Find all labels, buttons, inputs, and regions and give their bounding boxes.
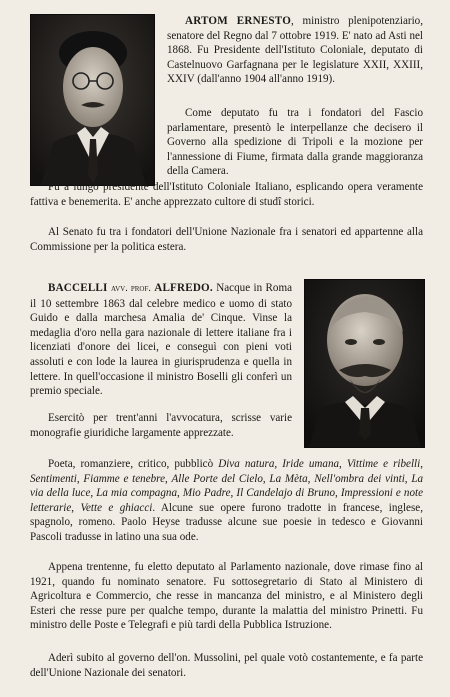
work-title: Iride umana [282,458,340,470]
work-title: Impressioni e note letterarie [30,487,424,514]
artom-paragraph-1-text: , ministro plenipotenziario, senatore del Regno dal 7 ottobre 1919. E' nato ad Asti nel 1868. Fu Presidente dell'Istituto Coloniale, deputato di Castelnuovo Garfagnana per le legislature XXII, XXIII, XXIV (dall'anno 1904 all'anno 1919). [167,15,423,86]
artom-paragraph-2-text: Come deputato fu tra i fondatori del Fascio parlamentare, presentò le interpellanze che decisero il Governo alla spedizione di Tripoli e la mozione per l'annessione di Fiume, firmata dalla grande maggioranza della Camera. [167,107,423,178]
baccelli-paragraph-5 [30,651,423,680]
artom-name: ARTOM ERNESTO [185,15,292,27]
baccelli-paragraph-5-text: Aderì subito al governo dell'on. Mussolini, pel quale votò costantemente, e fa parte dell'Unione Nazionale dei senatori. [30,652,423,679]
artom-paragraph-4 [30,225,423,254]
portrait-baccelli [304,279,425,448]
work-title: Mio Padre [182,487,231,500]
work-title: La Mèta [269,472,308,485]
baccelli-paragraph-2-text: Esercitò per trent'anni l'avvocatura, scrisse varie monografie giuridiche largamente apprezzate. [30,412,292,439]
baccelli-paragraph-3 [30,457,423,545]
work-title: Il Candelajo di Bruno [236,487,335,500]
baccelli-paragraph-4 [30,560,423,633]
artom-paragraph-1 [167,14,423,87]
baccelli-paragraph-3-intro: Poeta, romanziere, critico, pubblicò [48,458,219,470]
work-title: Diva natura [218,458,275,470]
baccelli-paragraph-4-text: Appena trentenne, fu eletto deputato al Parlamento nazionale, dove rimase fino al 1921, quando fu nominato senatore. Fu sottosegretario di Stato al Ministero di Agricoltura e Commercio, che resse in mancanza del ministro, e al Ministero degli Esteri che resse pure per qualche tempo, durante la malattia del ministro Prinetti. Fu ministro delle Poste e Telegrafi e più tardi della Pubblica Istruzione. [30,561,423,632]
artom-paragraph-2 [167,106,423,179]
baccelli-paragraph-2 [30,411,292,440]
baccelli-paragraph-1 [30,281,292,399]
work-title: Nell'ombra dei vinti [314,472,405,485]
portrait-artom [30,14,155,186]
artom-paragraph-3 [30,180,423,209]
baccelli-firstname: ALFREDO. [154,282,213,294]
work-title: La via della luce [30,472,424,500]
work-title: Sentimenti [30,472,77,485]
artom-paragraph-4-text: Al Senato fu tra i fondatori dell'Unione Nazionale fra i senatori ed appartenne alla Commissione per la politica estera. [30,226,423,253]
baccelli-surname: BACCELLI [48,282,108,294]
baccelli-title: avv. prof. [110,283,151,294]
work-title: Alle Porte del Cielo [171,472,263,485]
artom-paragraph-3-text: Fu a lungo presidente dell'Istituto Coloniale Italiano, esplicando opera veramente fattiva e benemerita. E' anche apprezzato cultore di studî storici. [30,181,423,208]
work-title: Vette e ghiacci [80,501,153,514]
baccelli-paragraph-1-text: Nacque in Roma il 10 settembre 1863 dal celebre medico e uomo di stato Guido e dalla marchesa Amalia de' Cinque. Vinse la medaglia d'oro nella gara nazionale di lettere italiane fra i licenziati d'onore dei licei, e conseguì con pieni voti assoluti e con lode la laurea in giurisprudenza e quella in lettere. In quell'occasione il ministro Boselli gli conferì un premio speciale. [30,282,293,398]
baccelli-paragraph-3-outro: . Alcune sue opere furono tradotte in francese, inglese, spagnolo, romeno. Paolo Heyse tradusse alcune sue poesie in tedesco e Giovanni Pascoli tradusse in latino una sua ode. [30,501,423,543]
work-title: Vittime e ribelli [346,458,421,470]
works-list: Diva natura, Iride umana, Vittime e ribelli, Sentimenti, Fiamme e tenebre, Alle Porte del Cielo, La Mèta, Nell'ombra dei vinti, La via della luce, La mia compagna, Mio Padre, Il Candelajo di Bruno, Impressioni e note letterarie, Vette e ghiacci [30,458,424,514]
work-title: La mia compagna [96,487,177,500]
work-title: Fiamme e tenebre [83,472,165,485]
